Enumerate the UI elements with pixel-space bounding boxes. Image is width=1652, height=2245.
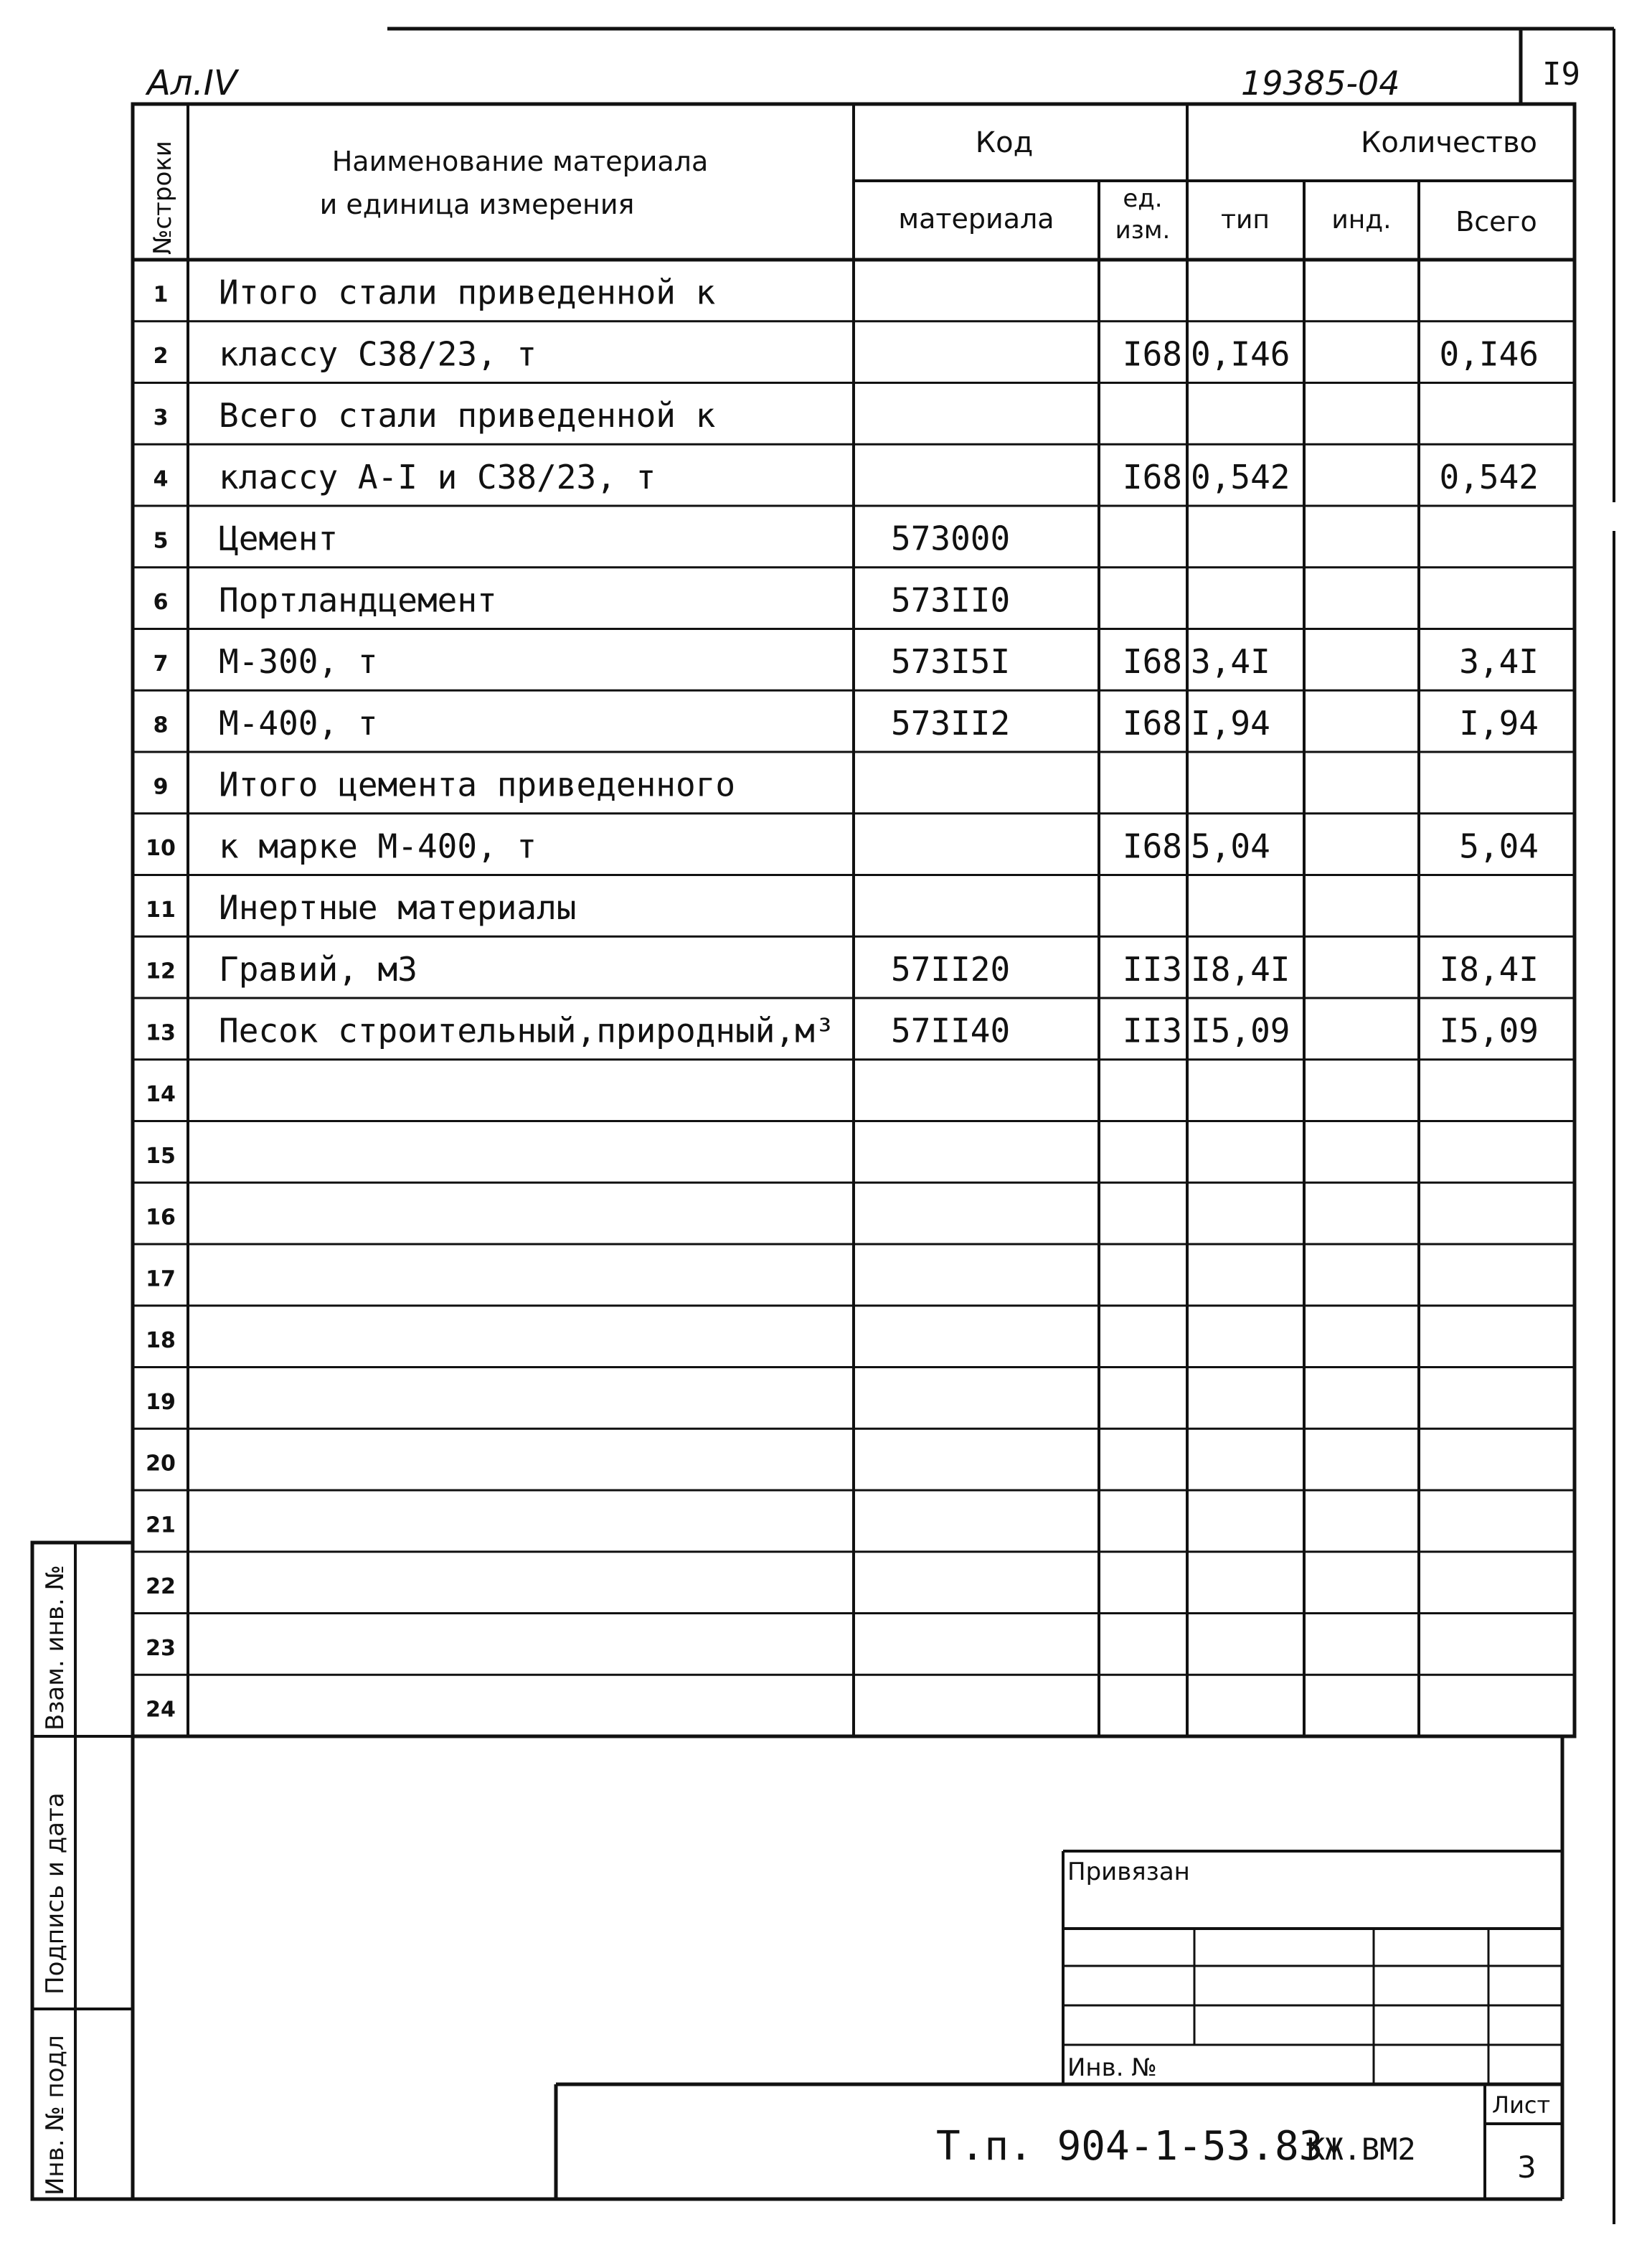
cell-name: Портландцемент: [219, 580, 497, 620]
cell-row-number: 10: [146, 836, 176, 862]
cell-typ: I5,09: [1191, 1011, 1290, 1050]
cell-row-number: 20: [146, 1451, 176, 1477]
cell-typ: 5,04: [1191, 827, 1270, 866]
table-row: [146, 1698, 176, 1723]
cell-row-number: 6: [153, 590, 169, 616]
table-row: [146, 1082, 176, 1107]
inv-no-label: Инв. №: [1067, 2053, 1157, 2082]
table-row: [146, 1451, 176, 1477]
cell-row-number: 1: [153, 282, 169, 308]
cell-name: классу А-I и С38/23, т: [219, 457, 656, 496]
drawing-mark: КЖ.ВМ2: [1307, 2132, 1416, 2167]
cell-typ: I,94: [1191, 703, 1270, 743]
cell-code: 573II2: [891, 703, 1011, 743]
privyazan-label: Привязан: [1067, 1858, 1190, 1886]
col-header-code: Код: [975, 126, 1034, 159]
cell-name: Итого стали приведенной к: [219, 273, 716, 312]
table-row: [146, 1328, 176, 1353]
cell-total: 5,04: [1459, 827, 1539, 866]
cell-total: 3,4I: [1459, 642, 1539, 682]
cell-name: Цемент: [219, 519, 339, 558]
cell-total: I,94: [1459, 703, 1539, 743]
cell-row-number: 12: [146, 959, 176, 984]
sheet-label: Лист: [1492, 2091, 1551, 2119]
cell-row-number: 8: [153, 712, 169, 738]
cell-unit: II3: [1122, 949, 1182, 989]
album-label: Ал.IV: [147, 63, 237, 103]
cell-unit: I68: [1122, 642, 1182, 682]
cell-row-number: 9: [153, 774, 169, 800]
cell-row-number: 4: [153, 466, 169, 492]
cell-row-number: 17: [146, 1266, 176, 1292]
side-label-inv-podl: Инв. № подл: [41, 2035, 70, 2195]
cell-total: I8,4I: [1439, 949, 1539, 989]
cell-name: М-300, т: [219, 642, 378, 682]
table-row: [154, 396, 716, 435]
table-row: [146, 1574, 176, 1599]
table-row: [146, 1266, 176, 1291]
cell-code: 573I5I: [891, 642, 1011, 682]
cell-code: 573000: [891, 519, 1011, 558]
col-header-unit-line2: изм.: [1115, 216, 1171, 245]
cell-row-number: 21: [146, 1512, 176, 1538]
cell-code: 57II20: [891, 949, 1011, 989]
cell-row-number: 18: [146, 1328, 176, 1354]
table-row: [146, 1390, 176, 1415]
cell-unit: II3: [1122, 1011, 1182, 1050]
cell-unit: I68: [1122, 703, 1182, 743]
cell-total: 0,I46: [1439, 334, 1539, 374]
col-header-name-line2: и единица измерения: [319, 189, 635, 220]
cell-typ: 3,4I: [1191, 642, 1270, 682]
col-header-unit-line1: ед.: [1123, 184, 1163, 213]
cell-code: 57II40: [891, 1011, 1011, 1050]
table-row: [154, 334, 1539, 373]
cell-row-number: 14: [146, 1082, 176, 1108]
cell-row-number: 16: [146, 1205, 176, 1230]
cell-unit: I68: [1122, 457, 1182, 496]
cell-name: к марке М-400, т: [219, 827, 537, 866]
cell-name: Итого цемента приведенного: [219, 765, 736, 804]
cell-name: М-400, т: [219, 703, 378, 743]
cell-row-number: 5: [153, 528, 169, 554]
cell-total: 0,542: [1439, 457, 1539, 496]
col-header-typ: тип: [1221, 205, 1270, 235]
cell-unit: I68: [1122, 827, 1182, 866]
table-row: [146, 950, 1539, 989]
col-header-material: материала: [898, 203, 1054, 235]
cell-code: 573II0: [891, 580, 1011, 620]
table-row: [146, 888, 576, 927]
sheet-number: 3: [1517, 2150, 1537, 2185]
cell-row-number: 11: [146, 897, 176, 923]
table-row: [154, 642, 1539, 681]
side-label-podpis: Подпись и дата: [41, 1792, 70, 1995]
table-row: [146, 1144, 176, 1169]
cell-name: Песок строительный,природный,м³: [219, 1011, 835, 1050]
cell-typ: I8,4I: [1191, 949, 1290, 989]
cell-row-number: 24: [146, 1697, 176, 1723]
table-row: [154, 519, 1011, 558]
table-row: [146, 1636, 176, 1661]
table-row: [146, 1012, 1539, 1050]
table-row: [154, 704, 1539, 743]
table-row: [146, 1205, 176, 1230]
document-code: 19385-04: [1241, 64, 1400, 103]
table-row: [146, 827, 1539, 865]
page-number: I9: [1542, 56, 1580, 93]
cell-typ: 0,542: [1191, 457, 1290, 496]
cell-row-number: 23: [146, 1635, 176, 1661]
cell-row-number: 7: [153, 651, 169, 677]
col-header-total: Всего: [1455, 206, 1537, 237]
cell-unit: I68: [1122, 334, 1182, 374]
cell-name: классу С38/23, т: [219, 334, 537, 374]
col-header-rowno: №строки: [148, 141, 177, 255]
cell-row-number: 22: [146, 1574, 176, 1600]
cell-row-number: 15: [146, 1143, 176, 1169]
cell-name: Инертные материалы: [219, 888, 577, 928]
table-row: [154, 766, 736, 804]
col-header-ind: инд.: [1331, 205, 1392, 235]
table-row: [146, 1512, 176, 1538]
side-label-vzam: Взам. инв. №: [41, 1565, 70, 1731]
cell-row-number: 13: [146, 1020, 176, 1046]
drawing-title: Т.п. 904-1-53.83: [936, 2123, 1323, 2170]
cell-typ: 0,I46: [1191, 334, 1290, 374]
col-header-name-line1: Наименование материала: [331, 146, 709, 177]
cell-row-number: 2: [153, 344, 169, 370]
cell-row-number: 19: [146, 1389, 176, 1415]
table-row: [154, 580, 1011, 619]
cell-row-number: 3: [153, 405, 169, 430]
cell-name: Гравий, м3: [219, 949, 417, 989]
table-row: [154, 458, 1539, 496]
cell-total: I5,09: [1439, 1011, 1539, 1050]
table-row: [154, 273, 716, 312]
col-header-quantity: Количество: [1360, 126, 1538, 159]
cell-name: Всего стали приведенной к: [219, 396, 716, 436]
